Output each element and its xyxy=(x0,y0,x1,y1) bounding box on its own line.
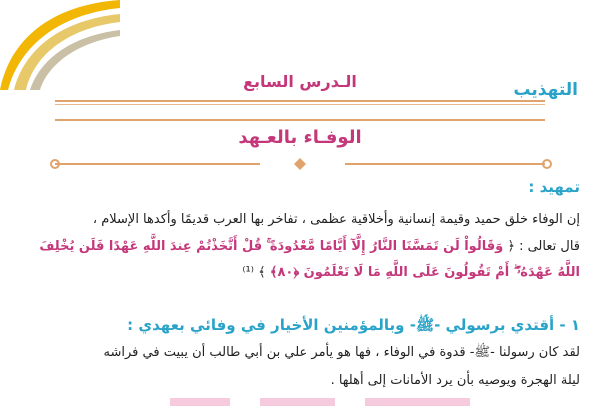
point-1-line-1: لقد كان رسولنا -ﷺ- قدوة في الوفاء ، فها هو يأمر علي بن أبي طالب أن يبيت في فراشه xyxy=(103,345,580,360)
intro-line-2 xyxy=(20,240,580,253)
quran-verse-part-2: اللَّهُ عَهْدَهُۥٓ ۖ أَمْ تَقُولُونَ عَلَى اللَّهِ مَا لَا تَعْلَمُونَ ﴿٨٠﴾ xyxy=(269,265,580,280)
section-label: التهذيب xyxy=(513,80,578,100)
intro-line-1: إن الوفاء خلق حميد وقيمة إنسانية وأخلاقية عظمى ، تفاخر بها العرب قديمًا وأكدها الإسلام ، xyxy=(92,212,580,227)
divider-title-bottom-right xyxy=(345,163,545,165)
quran-verse-part-1: وَقَالُواْ لَن تَمَسَّنَا النَّارُ إِلَّآ أَيَّامًا مَّعْدُودَةً ۚ قُلْ أَتَّخَذْتُمْ عِندَ اللَّهِ عَهْدًا فَلَن يُخْلِفَ xyxy=(39,239,504,254)
divider-title-top xyxy=(55,119,545,121)
divider-title-bottom-left xyxy=(55,163,260,165)
intro-line-2-prefix: قال تعالى : ﴿ xyxy=(507,239,580,254)
divider-top-thin xyxy=(55,104,545,105)
ornament-center-icon xyxy=(293,157,307,171)
point-1-line-2: ليلة الهجرة ويوصيه بأن يرد الأمانات إلى أهلها . xyxy=(330,373,580,388)
ornament-right-icon xyxy=(540,157,554,171)
intro-heading: تمهيد : xyxy=(528,178,580,196)
lesson-title: الوفـاء بالعـهد xyxy=(238,127,362,148)
intro-line-3-suffix: ﴾ ⁽¹⁾ xyxy=(242,265,266,280)
ornament-left-icon xyxy=(48,157,62,171)
intro-line-3 xyxy=(20,266,580,279)
lesson-number: الـدرس السابع xyxy=(243,72,357,91)
divider-top xyxy=(55,100,545,102)
point-1-heading: ١ - أقتدي برسولي -ﷺ- وبالمؤمنين الأخيار في وفائي بعهدي : xyxy=(127,316,580,334)
